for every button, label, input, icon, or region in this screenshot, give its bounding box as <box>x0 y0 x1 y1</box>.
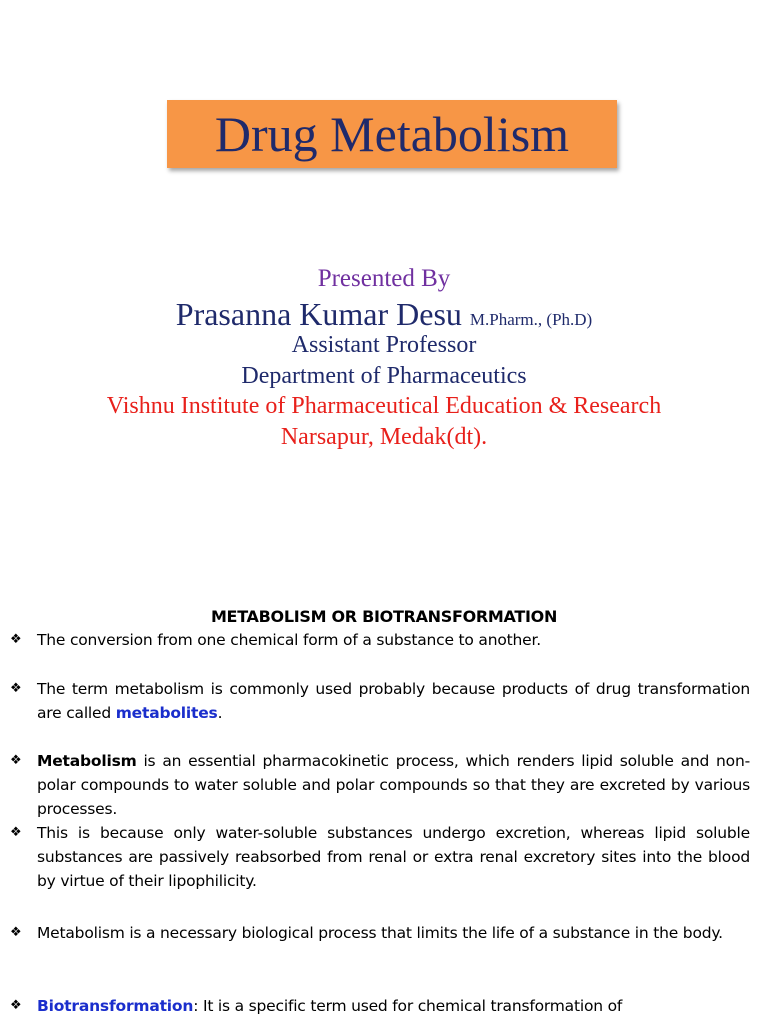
diamond-bullet-icon: ❖ <box>10 753 22 768</box>
bullet-item <box>10 628 750 652</box>
diamond-bullet-icon: ❖ <box>10 998 22 1013</box>
institute-name: Vishnu Institute of Pharmaceutical Education & Research <box>106 393 662 419</box>
term-metabolism: Metabolism <box>37 752 137 770</box>
diamond-bullet-icon: ❖ <box>10 925 22 940</box>
content-slide <box>0 576 768 1024</box>
author-department: Department of Pharmaceutics <box>241 363 527 389</box>
bullet-text-post: : It is a specific term used for chemical transformation of <box>193 997 623 1015</box>
bullet-text <box>37 677 750 725</box>
bullet-item <box>10 921 750 945</box>
bullet-item <box>10 677 750 725</box>
bullet-text: This is because only water-soluble substances undergo excretion, whereas lipid soluble substances are passively reabsorbed from renal or extra renal excretory sites into the blood by virtue of their lipophilicity. <box>37 824 750 890</box>
bullet-text-post: is an essential pharmacokinetic process, which renders lipid soluble and non-polar compounds to water soluble and polar compounds so that they are excreted by various processes. <box>37 752 750 818</box>
section-heading: METABOLISM OR BIOTRANSFORMATION <box>210 607 558 626</box>
bullet-item <box>10 821 750 893</box>
title-box <box>167 100 617 168</box>
slide-title: Drug Metabolism <box>214 106 570 162</box>
author-qualifications: M.Pharm., (Ph.D) <box>469 310 593 329</box>
bullet-text: Metabolism is a necessary biological process that limits the life of a substance in the body. <box>37 924 723 942</box>
bullet-text: The conversion from one chemical form of a substance to another. <box>37 631 541 649</box>
institute-location: Narsapur, Medak(dt). <box>280 424 488 450</box>
term-biotransformation: Biotransformation <box>37 997 194 1015</box>
bullet-text <box>37 994 750 1018</box>
diamond-bullet-icon: ❖ <box>10 825 22 840</box>
bullet-text-post: . <box>217 704 223 722</box>
bullet-text-pre: The term metabolism is commonly used probably because products of drug transformation are called <box>37 680 750 722</box>
term-metabolites: metabolites <box>115 704 218 722</box>
diamond-bullet-icon: ❖ <box>10 632 22 647</box>
bullet-item <box>10 994 750 1018</box>
author-name: Prasanna Kumar Desu <box>175 296 462 332</box>
bullet-item <box>10 749 750 821</box>
bullet-text <box>37 749 750 821</box>
author-line <box>0 298 768 330</box>
diamond-bullet-icon: ❖ <box>10 681 22 696</box>
presented-by-label: Presented By <box>317 265 451 292</box>
author-role: Assistant Professor <box>291 332 477 358</box>
